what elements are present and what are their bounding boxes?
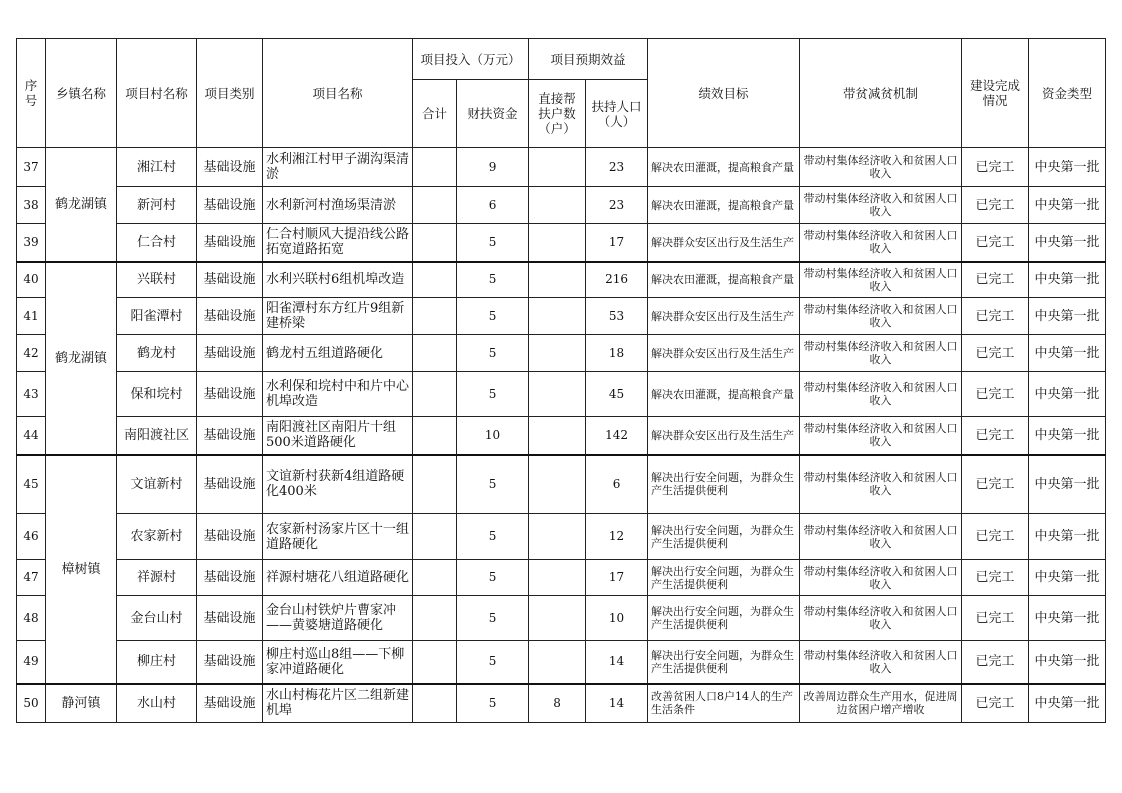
table-row <box>17 417 1106 455</box>
row-fund-type: 中央第一批 <box>1029 335 1106 372</box>
row-seq: 40 <box>17 262 46 298</box>
row-category: 基础设施 <box>197 262 263 298</box>
row-fund-type: 中央第一批 <box>1029 596 1106 641</box>
row-completion: 已完工 <box>962 596 1029 641</box>
header-benefit: 项目预期效益 <box>529 39 648 80</box>
row-total <box>413 596 457 641</box>
row-village: 祥源村 <box>117 560 197 596</box>
row-total <box>413 187 457 224</box>
row-goal: 解决出行安全问题，为群众生产生活提供便利 <box>648 560 800 596</box>
row-category: 基础设施 <box>197 641 263 684</box>
header-fiscal: 财扶资金 <box>457 80 529 148</box>
row-fund-type: 中央第一批 <box>1029 641 1106 684</box>
row-households <box>529 514 586 560</box>
row-seq: 46 <box>17 514 46 560</box>
header-population: 扶持人口（人） <box>586 80 648 148</box>
row-total <box>413 335 457 372</box>
row-seq: 45 <box>17 455 46 514</box>
row-category: 基础设施 <box>197 560 263 596</box>
row-project: 柳庄村巡山8组——下柳家冲道路硬化 <box>263 641 413 684</box>
row-project: 鹤龙村五组道路硬化 <box>263 335 413 372</box>
row-fiscal: 5 <box>457 335 529 372</box>
row-total <box>413 262 457 298</box>
row-completion: 已完工 <box>962 455 1029 514</box>
row-mechanism: 带动村集体经济收入和贫困人口收入 <box>800 417 962 455</box>
header-project: 项目名称 <box>263 39 413 148</box>
row-completion: 已完工 <box>962 262 1029 298</box>
row-fund-type: 中央第一批 <box>1029 560 1106 596</box>
row-seq: 49 <box>17 641 46 684</box>
row-population: 53 <box>586 298 648 335</box>
row-fiscal: 5 <box>457 596 529 641</box>
row-goal: 解决群众安区出行及生活生产 <box>648 335 800 372</box>
row-township: 樟树镇 <box>46 455 117 684</box>
table-row <box>17 455 1106 514</box>
row-population: 142 <box>586 417 648 455</box>
row-goal: 解决出行安全问题，为群众生产生活提供便利 <box>648 514 800 560</box>
row-households <box>529 148 586 187</box>
row-seq: 39 <box>17 224 46 262</box>
row-completion: 已完工 <box>962 417 1029 455</box>
row-fund-type: 中央第一批 <box>1029 684 1106 723</box>
row-fund-type: 中央第一批 <box>1029 262 1106 298</box>
header-completion: 建设完成情况 <box>962 39 1029 148</box>
row-village: 新河村 <box>117 187 197 224</box>
row-seq: 44 <box>17 417 46 455</box>
row-fiscal: 5 <box>457 560 529 596</box>
table-row <box>17 641 1106 684</box>
row-fiscal: 5 <box>457 298 529 335</box>
row-category: 基础设施 <box>197 684 263 723</box>
row-population: 18 <box>586 335 648 372</box>
row-total <box>413 455 457 514</box>
row-village: 兴联村 <box>117 262 197 298</box>
row-project: 水利兴联村6组机埠改造 <box>263 262 413 298</box>
row-completion: 已完工 <box>962 560 1029 596</box>
row-completion: 已完工 <box>962 641 1029 684</box>
row-population: 23 <box>586 187 648 224</box>
row-population: 6 <box>586 455 648 514</box>
row-goal: 解决群众安区出行及生活生产 <box>648 298 800 335</box>
row-mechanism: 带动村集体经济收入和贫困人口收入 <box>800 455 962 514</box>
table-row <box>17 372 1106 417</box>
row-total <box>413 641 457 684</box>
row-total <box>413 372 457 417</box>
row-households <box>529 224 586 262</box>
row-mechanism: 改善周边群众生产用水，促进周边贫困户增产增收 <box>800 684 962 723</box>
row-mechanism: 带动村集体经济收入和贫困人口收入 <box>800 187 962 224</box>
row-village: 柳庄村 <box>117 641 197 684</box>
row-completion: 已完工 <box>962 335 1029 372</box>
row-category: 基础设施 <box>197 148 263 187</box>
row-goal: 改善贫困人口8户14人的生产生活条件 <box>648 684 800 723</box>
row-mechanism: 带动村集体经济收入和贫困人口收入 <box>800 641 962 684</box>
row-category: 基础设施 <box>197 298 263 335</box>
row-fiscal: 5 <box>457 262 529 298</box>
row-seq: 50 <box>17 684 46 723</box>
table-row <box>17 560 1106 596</box>
table-row <box>17 335 1106 372</box>
row-project: 金台山村铁炉片曹家冲——黄婆塘道路硬化 <box>263 596 413 641</box>
row-goal: 解决群众安区出行及生活生产 <box>648 224 800 262</box>
row-households <box>529 596 586 641</box>
header-category: 项目类别 <box>197 39 263 148</box>
row-seq: 41 <box>17 298 46 335</box>
row-mechanism: 带动村集体经济收入和贫困人口收入 <box>800 372 962 417</box>
row-mechanism: 带动村集体经济收入和贫困人口收入 <box>800 596 962 641</box>
row-project: 南阳渡社区南阳片十组500米道路硬化 <box>263 417 413 455</box>
row-completion: 已完工 <box>962 224 1029 262</box>
row-completion: 已完工 <box>962 148 1029 187</box>
row-total <box>413 298 457 335</box>
row-fund-type: 中央第一批 <box>1029 372 1106 417</box>
header-goal: 绩效目标 <box>648 39 800 148</box>
row-seq: 43 <box>17 372 46 417</box>
row-fiscal: 5 <box>457 372 529 417</box>
row-households <box>529 187 586 224</box>
row-fiscal: 9 <box>457 148 529 187</box>
row-goal: 解决农田灌溉，提高粮食产量 <box>648 372 800 417</box>
row-mechanism: 带动村集体经济收入和贫困人口收入 <box>800 262 962 298</box>
row-fund-type: 中央第一批 <box>1029 187 1106 224</box>
row-completion: 已完工 <box>962 187 1029 224</box>
table-row <box>17 262 1106 298</box>
row-township: 静河镇 <box>46 684 117 723</box>
row-households <box>529 298 586 335</box>
header-households: 直接帮扶户数（户） <box>529 80 586 148</box>
row-total <box>413 684 457 723</box>
row-village: 农家新村 <box>117 514 197 560</box>
row-seq: 38 <box>17 187 46 224</box>
row-fund-type: 中央第一批 <box>1029 455 1106 514</box>
header-village: 项目村名称 <box>117 39 197 148</box>
row-project: 水山村梅花片区二组新建机埠 <box>263 684 413 723</box>
row-category: 基础设施 <box>197 417 263 455</box>
row-completion: 已完工 <box>962 514 1029 560</box>
row-category: 基础设施 <box>197 187 263 224</box>
row-population: 216 <box>586 262 648 298</box>
row-total <box>413 417 457 455</box>
row-fiscal: 6 <box>457 187 529 224</box>
row-completion: 已完工 <box>962 372 1029 417</box>
row-project: 祥源村塘花八组道路硬化 <box>263 560 413 596</box>
row-completion: 已完工 <box>962 684 1029 723</box>
header-investment: 项目投入（万元） <box>413 39 529 80</box>
row-category: 基础设施 <box>197 372 263 417</box>
table-row <box>17 298 1106 335</box>
row-population: 23 <box>586 148 648 187</box>
row-population: 14 <box>586 684 648 723</box>
row-fund-type: 中央第一批 <box>1029 224 1106 262</box>
row-fund-type: 中央第一批 <box>1029 148 1106 187</box>
row-category: 基础设施 <box>197 514 263 560</box>
row-population: 17 <box>586 560 648 596</box>
row-village: 金台山村 <box>117 596 197 641</box>
row-project: 水利新河村渔场渠清淤 <box>263 187 413 224</box>
header-total: 合计 <box>413 80 457 148</box>
row-fund-type: 中央第一批 <box>1029 514 1106 560</box>
row-seq: 48 <box>17 596 46 641</box>
row-goal: 解决农田灌溉，提高粮食产量 <box>648 148 800 187</box>
row-households <box>529 262 586 298</box>
row-village: 保和垸村 <box>117 372 197 417</box>
row-fiscal: 5 <box>457 224 529 262</box>
row-mechanism: 带动村集体经济收入和贫困人口收入 <box>800 298 962 335</box>
row-seq: 42 <box>17 335 46 372</box>
row-households <box>529 335 586 372</box>
row-fund-type: 中央第一批 <box>1029 298 1106 335</box>
row-population: 17 <box>586 224 648 262</box>
row-households <box>529 372 586 417</box>
row-fiscal: 5 <box>457 684 529 723</box>
row-households <box>529 641 586 684</box>
row-total <box>413 224 457 262</box>
row-households <box>529 560 586 596</box>
row-village: 鹤龙村 <box>117 335 197 372</box>
row-total <box>413 514 457 560</box>
table-row <box>17 148 1106 187</box>
row-households <box>529 455 586 514</box>
row-township: 鹤龙湖镇 <box>46 148 117 262</box>
row-total <box>413 560 457 596</box>
table-row <box>17 514 1106 560</box>
row-village: 湘江村 <box>117 148 197 187</box>
row-project: 阳雀潭村东方红片9组新建桥梁 <box>263 298 413 335</box>
row-goal: 解决出行安全问题，为群众生产生活提供便利 <box>648 596 800 641</box>
row-completion: 已完工 <box>962 298 1029 335</box>
row-project: 文谊新村获新4组道路硬化400米 <box>263 455 413 514</box>
row-fiscal: 5 <box>457 514 529 560</box>
table-row <box>17 684 1106 723</box>
row-mechanism: 带动村集体经济收入和贫困人口收入 <box>800 560 962 596</box>
row-households <box>529 417 586 455</box>
row-village: 南阳渡社区 <box>117 417 197 455</box>
row-fiscal: 10 <box>457 417 529 455</box>
row-mechanism: 带动村集体经济收入和贫困人口收入 <box>800 224 962 262</box>
row-households: 8 <box>529 684 586 723</box>
header-seq: 序号 <box>17 39 46 148</box>
row-population: 12 <box>586 514 648 560</box>
header-fund-type: 资金类型 <box>1029 39 1106 148</box>
row-seq: 47 <box>17 560 46 596</box>
row-township: 鹤龙湖镇 <box>46 262 117 455</box>
header-township: 乡镇名称 <box>46 39 117 148</box>
row-category: 基础设施 <box>197 335 263 372</box>
row-category: 基础设施 <box>197 596 263 641</box>
row-seq: 37 <box>17 148 46 187</box>
row-mechanism: 带动村集体经济收入和贫困人口收入 <box>800 148 962 187</box>
row-project: 仁合村顺风大提沿线公路拓宽道路拓宽 <box>263 224 413 262</box>
row-project: 水利湘江村甲子湖沟渠清淤 <box>263 148 413 187</box>
table-body <box>17 148 1106 723</box>
row-population: 10 <box>586 596 648 641</box>
header-mechanism: 带贫减贫机制 <box>800 39 962 148</box>
row-fiscal: 5 <box>457 455 529 514</box>
row-village: 仁合村 <box>117 224 197 262</box>
project-table <box>16 38 1106 723</box>
row-population: 14 <box>586 641 648 684</box>
row-goal: 解决出行安全问题，为群众生产生活提供便利 <box>648 455 800 514</box>
table-row <box>17 187 1106 224</box>
row-fiscal: 5 <box>457 641 529 684</box>
row-project: 水利保和垸村中和片中心机埠改造 <box>263 372 413 417</box>
row-goal: 解决出行安全问题，为群众生产生活提供便利 <box>648 641 800 684</box>
table-row <box>17 596 1106 641</box>
row-village: 阳雀潭村 <box>117 298 197 335</box>
row-project: 农家新村汤家片区十一组道路硬化 <box>263 514 413 560</box>
row-category: 基础设施 <box>197 455 263 514</box>
row-mechanism: 带动村集体经济收入和贫困人口收入 <box>800 514 962 560</box>
row-population: 45 <box>586 372 648 417</box>
row-village: 水山村 <box>117 684 197 723</box>
row-goal: 解决农田灌溉，提高粮食产量 <box>648 187 800 224</box>
row-category: 基础设施 <box>197 224 263 262</box>
table-row <box>17 224 1106 262</box>
row-goal: 解决群众安区出行及生活生产 <box>648 417 800 455</box>
row-mechanism: 带动村集体经济收入和贫困人口收入 <box>800 335 962 372</box>
row-total <box>413 148 457 187</box>
row-goal: 解决农田灌溉，提高粮食产量 <box>648 262 800 298</box>
row-fund-type: 中央第一批 <box>1029 417 1106 455</box>
row-village: 文谊新村 <box>117 455 197 514</box>
